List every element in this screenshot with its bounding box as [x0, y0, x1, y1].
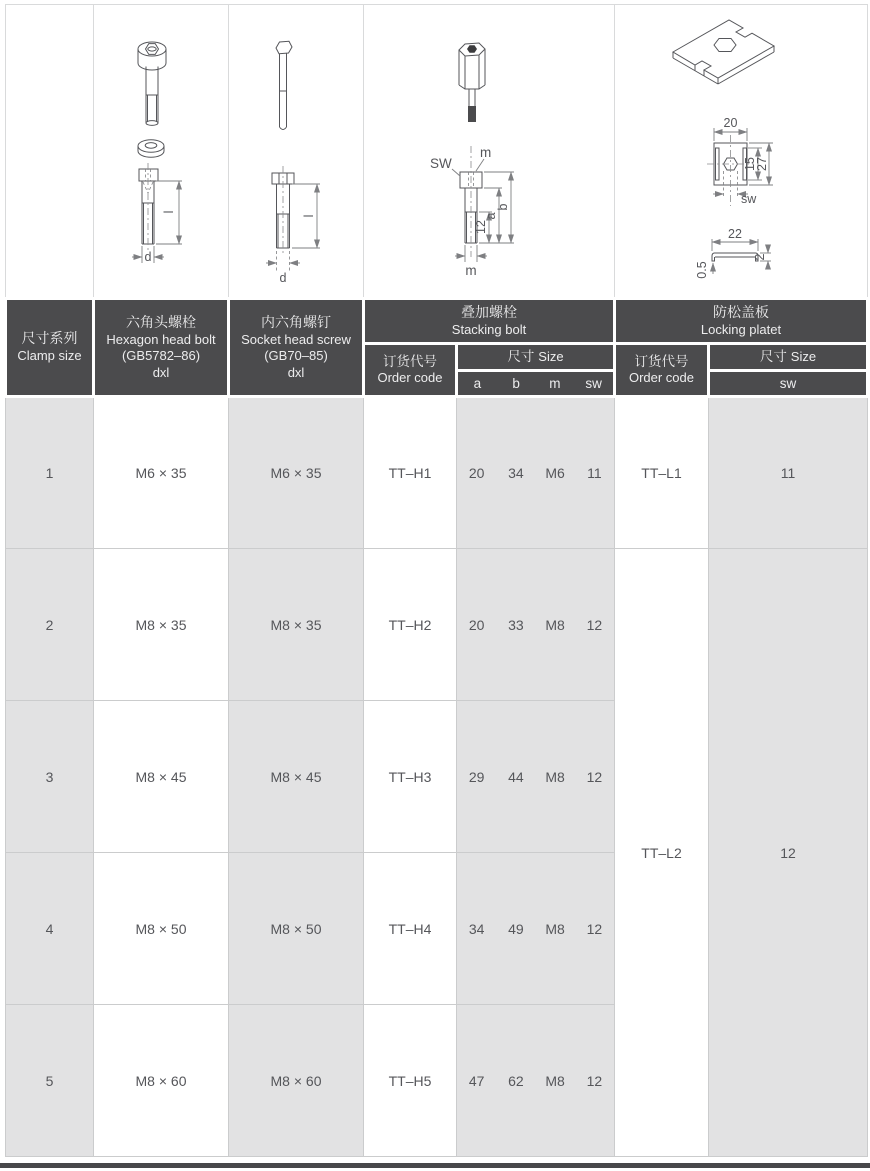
dim-label-l: l: [302, 214, 316, 218]
washer-3d-view: [138, 140, 164, 158]
value-sw: 12: [586, 768, 603, 785]
header-socket-head-screw: [229, 299, 364, 397]
dim-label-d: d: [279, 271, 287, 285]
value-m: M8: [545, 768, 565, 785]
dim-label-27: 27: [755, 157, 769, 171]
value-sw: 12: [586, 920, 603, 937]
header-socket-screw-std: (GB70–85): [264, 348, 328, 364]
value-a: 47: [468, 1072, 485, 1089]
dim-label-l: l: [162, 210, 176, 214]
value-sw: 12: [586, 616, 603, 633]
header-locking-order-en: Order code: [628, 370, 695, 386]
header-stacking-bolt-group: [364, 299, 615, 344]
size-col-a: a: [473, 375, 482, 391]
cell-stacking-order-code: TT–H4: [364, 853, 457, 1005]
header-stacking-order-en: Order code: [377, 370, 443, 386]
locking-plate-iso-view: [673, 20, 774, 84]
value-b: 33: [508, 616, 524, 633]
value-m: M8: [545, 920, 565, 937]
cell-clamp-size: 3: [6, 701, 94, 853]
cell-clamp-size: 1: [6, 397, 94, 549]
header-socket-screw-zh: 内六角螺钉: [261, 313, 331, 330]
header-stacking-order-zh: 订货代号: [383, 354, 437, 370]
value-a: 20: [468, 616, 485, 633]
header-stacking-size-letters: [457, 371, 615, 397]
header-locking-order-code: [615, 344, 709, 397]
cell-stacking-order-code: TT–H3: [364, 701, 457, 853]
stacking-bolt-drawing: [364, 5, 613, 297]
header-hex-bolt-en: Hexagon head bolt: [106, 331, 216, 347]
header-locking-size-zh: 尺寸: [759, 349, 787, 365]
header-row-groups: [6, 299, 868, 344]
dim-label-m-top: m: [480, 145, 492, 160]
cell-locking-sw: 11: [709, 397, 868, 549]
header-locking-en: Locking platet: [700, 321, 782, 337]
header-clamp-size-en: Clamp size: [17, 348, 82, 364]
value-a: 20: [468, 465, 485, 481]
size-col-sw: sw: [585, 375, 602, 391]
cell-socket-screw: M6 × 35: [229, 397, 364, 549]
header-stacking-size-title: [457, 344, 615, 371]
cell-hex-bolt: M8 × 60: [94, 1005, 229, 1157]
socket-cap-screw-drawing: [94, 5, 227, 297]
value-m: M8: [545, 616, 565, 633]
value-m: M6: [545, 465, 565, 481]
cell-hex-bolt: M8 × 45: [94, 701, 229, 853]
dim-label-sw: SW: [430, 156, 452, 171]
cell-locking-order-code-merged: TT–L2: [615, 549, 709, 1157]
dim-label-0-5: 0.5: [695, 261, 709, 279]
cell-locking-order-code: TT–L1: [615, 397, 709, 549]
dim-label-d: d: [144, 250, 152, 264]
cell-clamp-size: 5: [6, 1005, 94, 1157]
header-hex-bolt-std: (GB5782–86): [121, 348, 201, 364]
catalog-table-sheet: [4, 4, 869, 1157]
value-m: M8: [545, 1072, 565, 1089]
socket-cap-screw-side-view: [139, 169, 158, 244]
header-locking-size-letter: [709, 371, 868, 397]
drawing-cell-empty: [6, 5, 94, 299]
dim-label-12: 12: [474, 220, 488, 234]
value-a: 34: [468, 920, 485, 937]
header-stacking-zh: 叠加螺栓: [461, 303, 517, 320]
hex-head-bolt-drawing: [229, 5, 362, 297]
value-sw: 11: [587, 465, 602, 481]
cell-clamp-size: 2: [6, 549, 94, 701]
drawing-cell-hex-bolt: [229, 5, 364, 299]
hex-bolt-3d-view: [276, 41, 292, 129]
drawing-cell-locking-plate: [615, 5, 868, 299]
dim-label-22: 22: [728, 227, 742, 241]
header-stacking-order-code: [364, 344, 457, 397]
cell-clamp-size: 4: [6, 853, 94, 1005]
header-locking-size-en: Size: [790, 349, 817, 365]
page-bottom-rule: [0, 1163, 870, 1168]
dim-label-m-bottom: m: [465, 263, 477, 278]
size-col-locking-sw: sw: [779, 375, 797, 391]
dim-label-2: 2: [753, 253, 767, 261]
drawing-cell-stacking-bolt: [364, 5, 615, 299]
cell-stacking-sizes: [457, 701, 615, 853]
dim-label-sw: sw: [741, 192, 757, 206]
dim-label-a: a: [484, 212, 498, 220]
drawing-row: [6, 5, 868, 299]
cell-stacking-order-code: TT–H2: [364, 549, 457, 701]
locking-plate-drawing: [615, 5, 866, 297]
header-stacking-size-zh: 尺寸: [507, 349, 535, 365]
socket-cap-screw-3d-view: [138, 42, 166, 125]
header-locking-plate-group: [615, 299, 868, 344]
value-b: 44: [508, 768, 524, 785]
header-locking-zh: 防松盖板: [713, 303, 769, 320]
value-a: 29: [468, 768, 485, 785]
cell-hex-bolt: M6 × 35: [94, 397, 229, 549]
cell-hex-bolt: M8 × 35: [94, 549, 229, 701]
value-b: 34: [508, 465, 524, 481]
cell-stacking-order-code: TT–H1: [364, 397, 457, 549]
value-sw: 12: [586, 1072, 603, 1089]
cell-stacking-sizes: [457, 1005, 615, 1157]
cell-socket-screw: M8 × 35: [229, 549, 364, 701]
table-row-1: [6, 397, 868, 549]
cell-stacking-sizes: [457, 549, 615, 701]
cell-stacking-sizes: [457, 397, 615, 549]
header-stacking-size-en: Size: [538, 349, 564, 365]
stacking-bolt-3d-view: [459, 43, 485, 122]
size-col-b: b: [512, 375, 520, 391]
cell-socket-screw: M8 × 50: [229, 853, 364, 1005]
header-hex-bolt-zh: 六角头螺栓: [126, 313, 196, 330]
header-locking-size-title: [709, 344, 868, 371]
header-socket-screw-dim: dxl: [287, 364, 305, 380]
cell-locking-sw-merged: 12: [709, 549, 868, 1157]
cell-hex-bolt: M8 × 50: [94, 853, 229, 1005]
cell-stacking-order-code: TT–H5: [364, 1005, 457, 1157]
header-clamp-size-zh: 尺寸系列: [21, 330, 78, 347]
cell-stacking-sizes: [457, 853, 615, 1005]
value-b: 49: [508, 920, 524, 937]
drawing-cell-socket-cap-screw: [94, 5, 229, 299]
header-hexagon-head-bolt: [94, 299, 229, 397]
header-clamp-size: [6, 299, 94, 397]
dim-label-20: 20: [723, 116, 738, 130]
header-hex-bolt-dim: dxl: [152, 364, 170, 380]
clamp-hardware-table: [4, 4, 869, 1157]
header-socket-screw-en: Socket head screw: [241, 331, 351, 347]
dim-label-b: b: [496, 203, 510, 211]
dim-label-15: 15: [743, 157, 757, 171]
header-locking-order-zh: 订货代号: [634, 354, 689, 370]
header-stacking-en: Stacking bolt: [451, 321, 527, 337]
value-b: 62: [508, 1072, 524, 1089]
locking-plate-profile-view: [712, 253, 758, 261]
cell-socket-screw: M8 × 45: [229, 701, 364, 853]
table-row-2: [6, 549, 868, 701]
cell-socket-screw: M8 × 60: [229, 1005, 364, 1157]
size-col-m: m: [549, 375, 561, 391]
